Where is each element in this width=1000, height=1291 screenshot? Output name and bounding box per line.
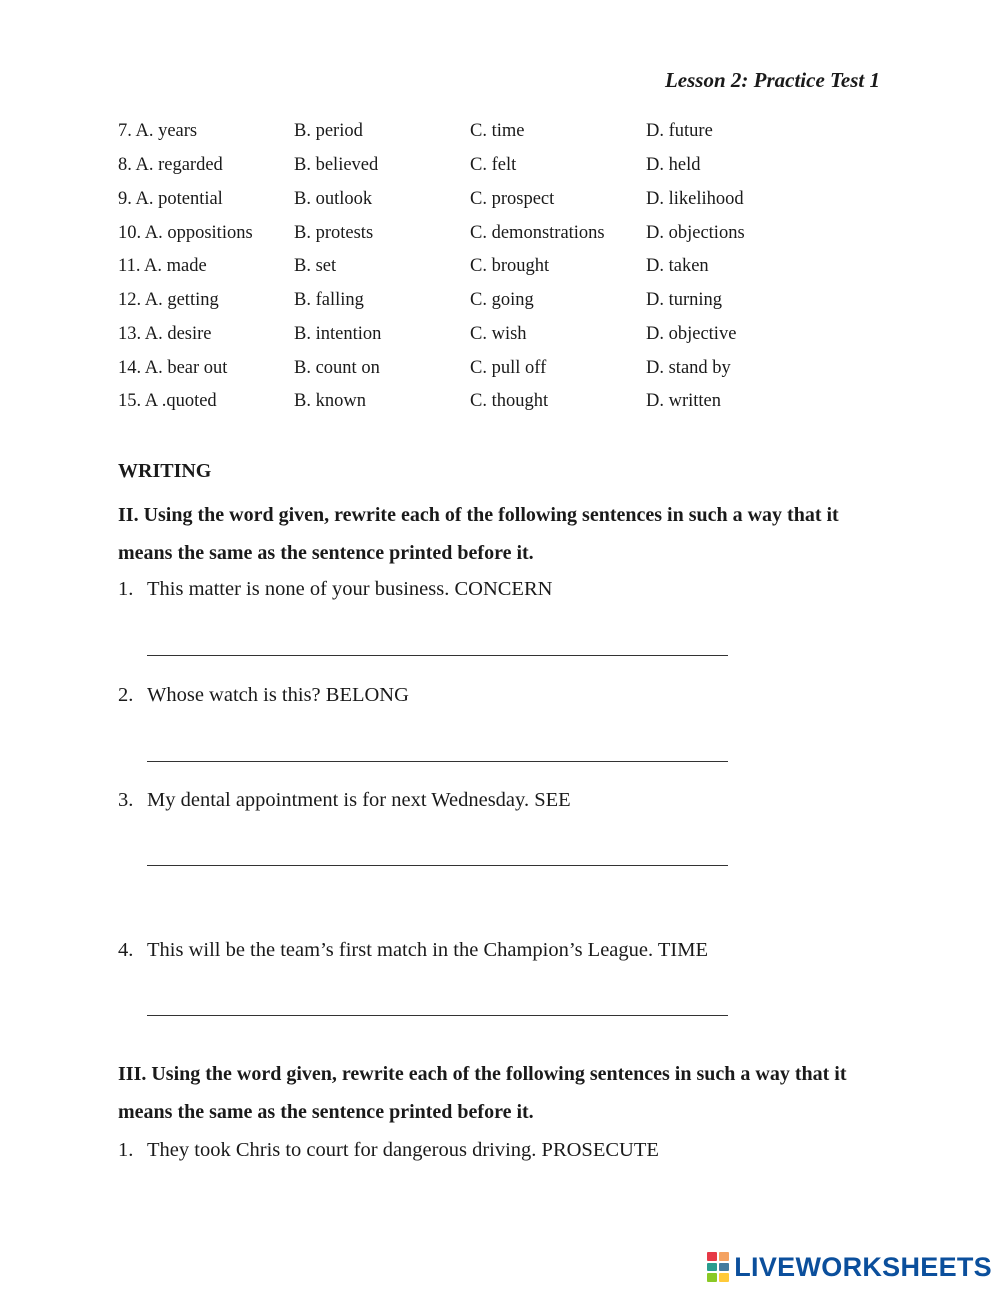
option-c: C. brought <box>470 256 550 277</box>
option-row <box>118 318 822 352</box>
multiple-choice-options <box>118 115 822 419</box>
question-3-1 <box>118 1139 659 1162</box>
answer-line-2[interactable] <box>147 761 728 762</box>
option-d: D. turning <box>646 290 723 311</box>
option-b: B. intention <box>294 323 382 344</box>
option-row <box>118 284 822 318</box>
logo-block <box>707 1273 717 1282</box>
question-3 <box>118 789 571 812</box>
option-c: C. pull off <box>470 357 547 378</box>
logo-block <box>719 1263 729 1272</box>
option-c: C. going <box>470 290 534 311</box>
option-d: D. stand by <box>646 357 731 378</box>
option-b: B. set <box>294 256 337 277</box>
option-c: C. felt <box>470 155 517 176</box>
option-b: B. protests <box>294 222 374 243</box>
question-text: Whose watch is this? BELONG <box>147 684 409 706</box>
liveworksheets-logo-icon <box>707 1252 729 1282</box>
question-number: 1. <box>118 1139 134 1161</box>
question-2 <box>118 684 409 707</box>
question-number: 3. <box>118 789 134 811</box>
option-row <box>118 183 822 217</box>
option-row <box>118 250 822 284</box>
option-c: C. wish <box>470 323 527 344</box>
option-d: D. objections <box>646 222 745 243</box>
option-c: C. demonstrations <box>470 222 605 243</box>
section-3-instruction: III. Using the word given, rewrite each of the following sentences in such a way that it means the same as the sentence printed before it. <box>118 1063 847 1123</box>
option-a: 11. A. made <box>118 256 207 277</box>
option-d: D. future <box>646 121 713 142</box>
option-d: D. taken <box>646 256 709 277</box>
option-d: D. written <box>646 391 722 412</box>
option-b: B. count on <box>294 357 380 378</box>
question-number: 4. <box>118 939 134 961</box>
question-text: This will be the team’s first match in the Champion’s League. TIME <box>147 939 708 961</box>
logo-block <box>707 1263 717 1272</box>
question-text: My dental appointment is for next Wednesday. SEE <box>147 789 571 811</box>
logo-block <box>719 1252 729 1261</box>
option-a: 14. A. bear out <box>118 357 228 378</box>
option-d: D. held <box>646 155 701 176</box>
option-row <box>118 351 822 385</box>
option-b: B. period <box>294 121 363 142</box>
answer-line-4[interactable] <box>147 1015 728 1016</box>
question-1 <box>118 578 552 601</box>
logo-block <box>707 1252 717 1261</box>
answer-line-1[interactable] <box>147 655 728 656</box>
option-row <box>118 216 822 250</box>
option-a: 10. A. oppositions <box>118 222 253 243</box>
option-d: D. objective <box>646 323 737 344</box>
option-a: 9. A. potential <box>118 188 223 209</box>
option-c: C. thought <box>470 391 549 412</box>
option-a: 15. A .quoted <box>118 391 217 412</box>
question-text: They took Chris to court for dangerous driving. PROSECUTE <box>147 1139 659 1161</box>
page-title: Lesson 2: Practice Test 1 <box>664 68 880 92</box>
option-b: B. outlook <box>294 188 373 209</box>
option-a: 13. A. desire <box>118 323 212 344</box>
option-b: B. known <box>294 391 366 412</box>
option-row <box>118 385 822 419</box>
option-c: C. prospect <box>470 188 555 209</box>
question-number: 1. <box>118 578 134 600</box>
option-a: 8. A. regarded <box>118 155 223 176</box>
option-a: 12. A. getting <box>118 290 219 311</box>
question-text: This matter is none of your business. CONCERN <box>147 578 553 600</box>
brand-name: LIVEWORKSHEETS <box>734 1251 992 1282</box>
answer-line-3[interactable] <box>147 865 728 866</box>
option-c: C. time <box>470 121 525 142</box>
logo-block <box>719 1273 729 1282</box>
option-a: 7. A. years <box>118 121 198 142</box>
option-d: D. likelihood <box>646 188 744 209</box>
question-number: 2. <box>118 684 134 706</box>
writing-heading: WRITING <box>118 460 212 482</box>
option-row <box>118 149 822 183</box>
liveworksheets-brand[interactable] <box>707 1251 992 1283</box>
question-4 <box>118 939 708 962</box>
section-2-instruction: II. Using the word given, rewrite each of the following sentences in such a way that it means the same as the sentence printed before it. <box>118 504 839 564</box>
option-b: B. believed <box>294 155 379 176</box>
option-row <box>118 115 822 149</box>
option-b: B. falling <box>294 290 364 311</box>
